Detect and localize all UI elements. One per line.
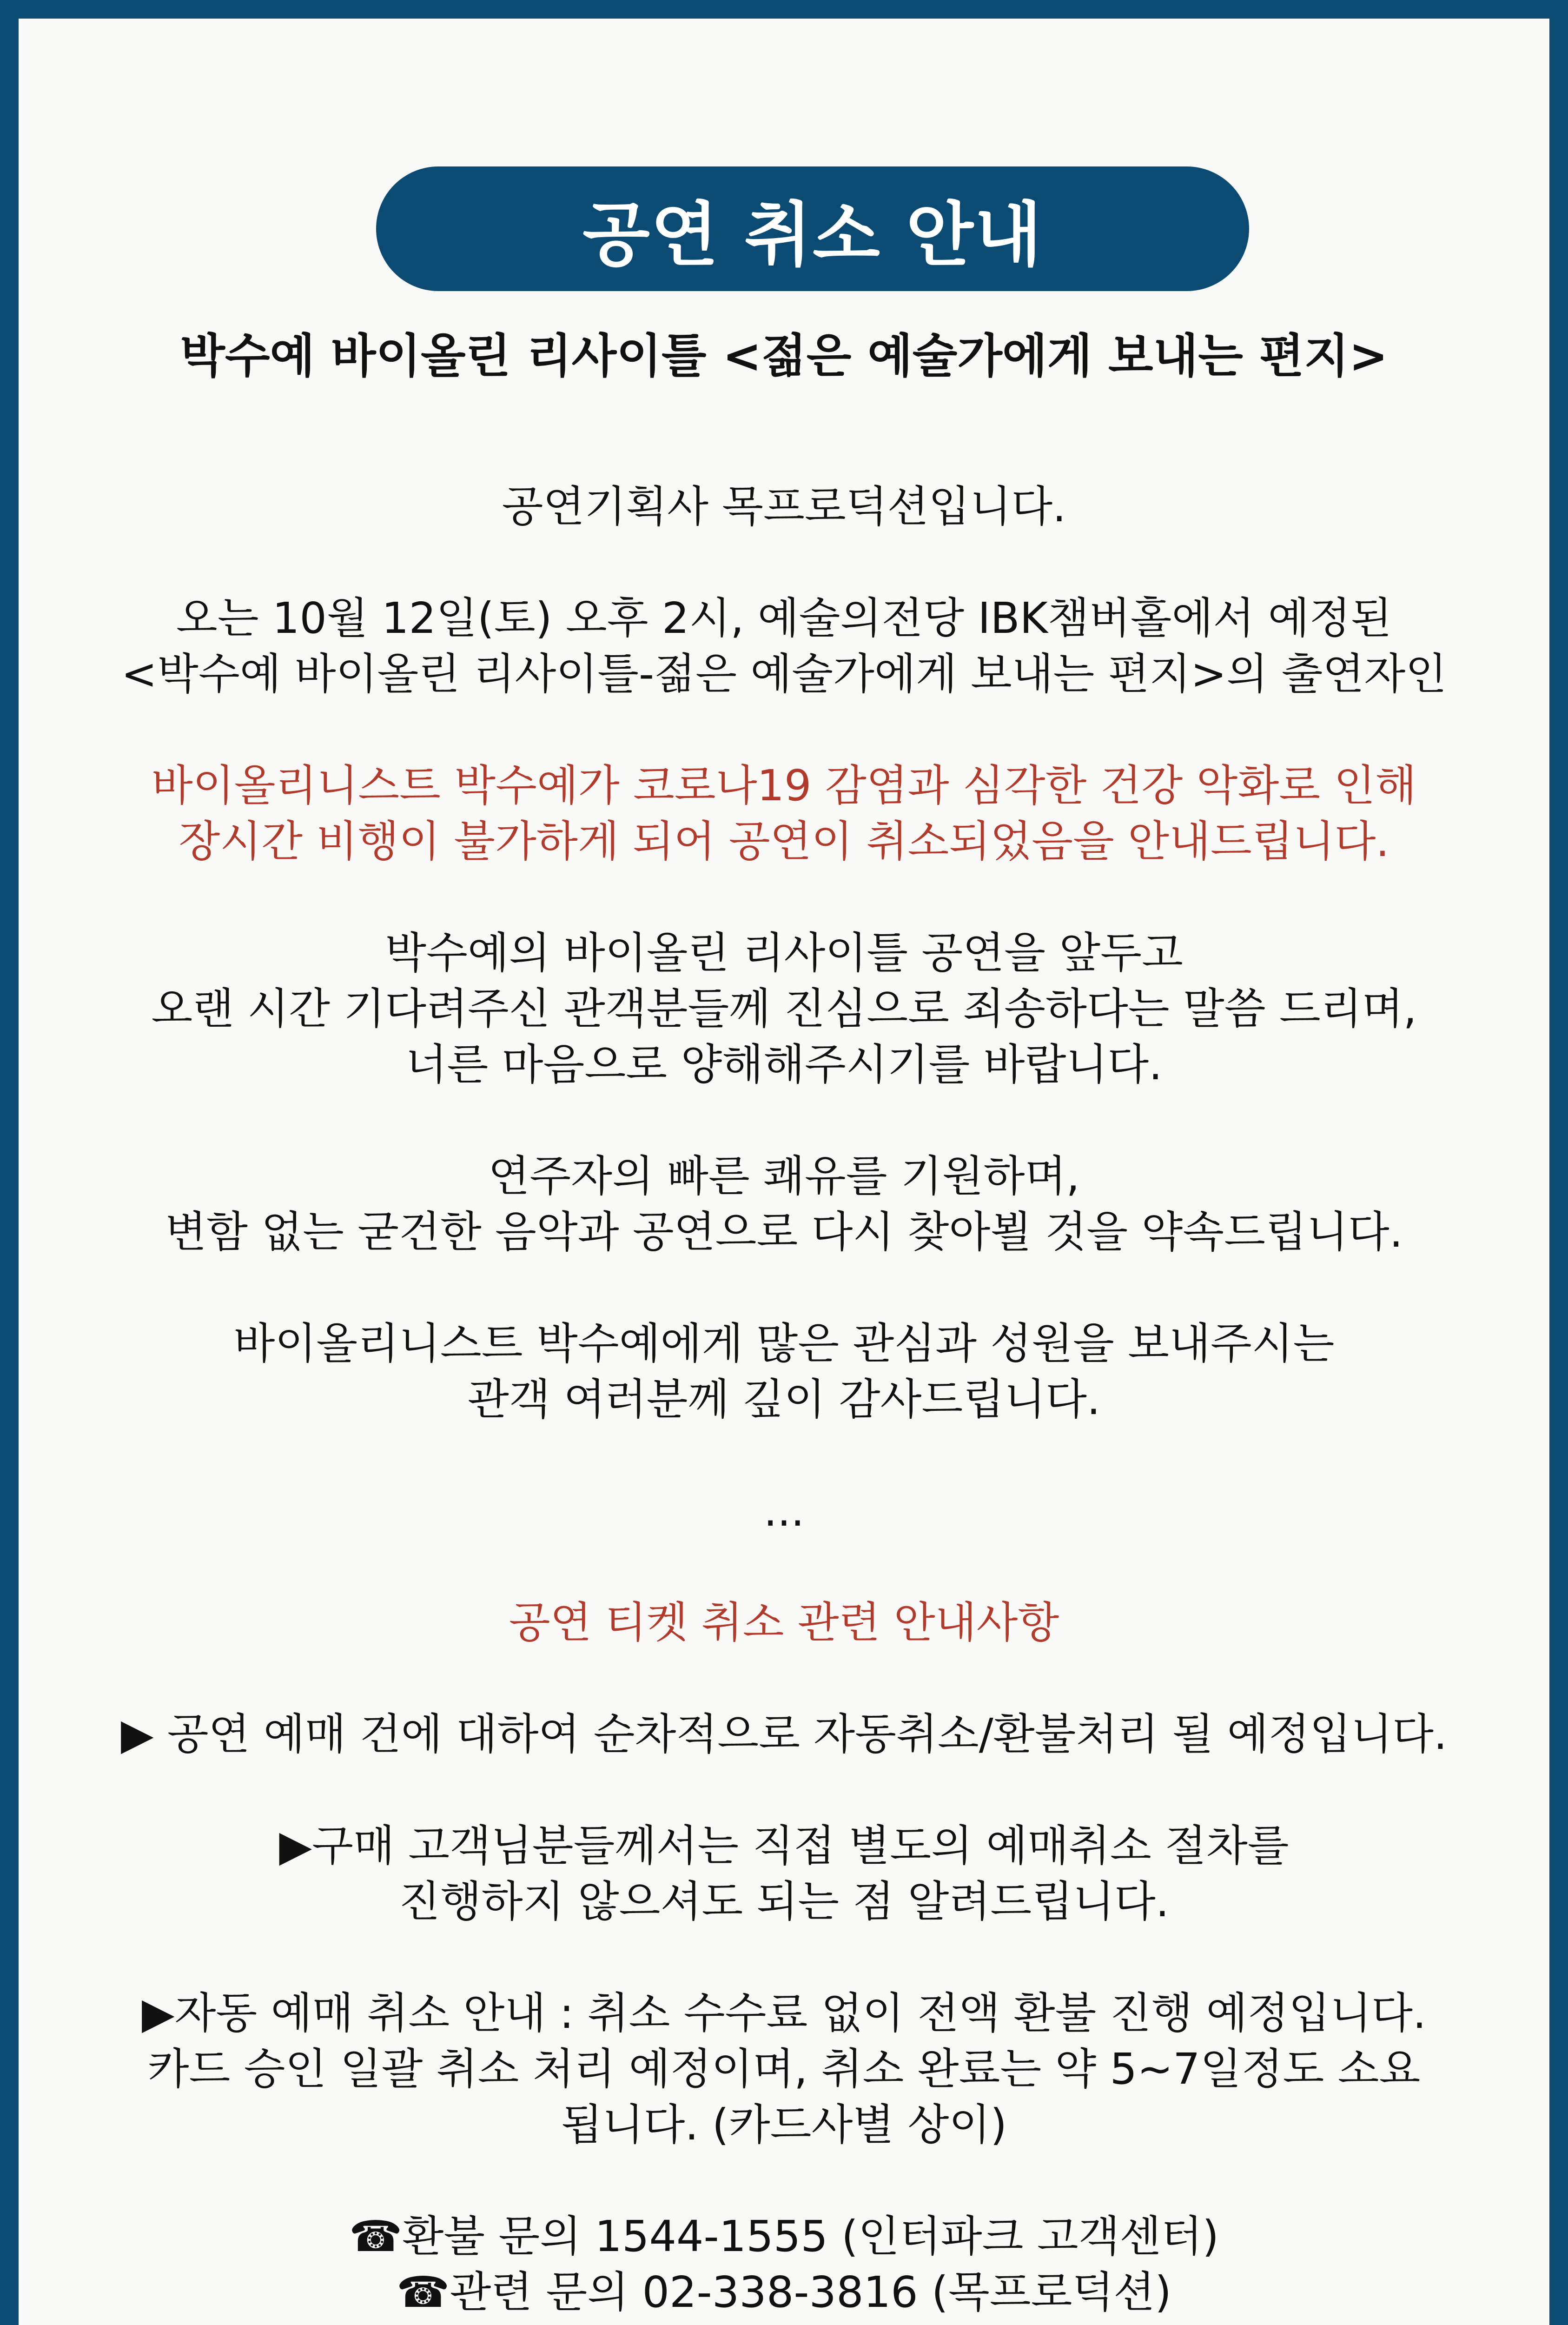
notice-customers-paragraph	[19, 1818, 1549, 1930]
refund-contact-line: ☎환불 문의 1544-1555 (인터파크 고객센터)	[349, 2212, 1219, 2261]
ellipsis-paragraph	[19, 1483, 1549, 1539]
ellipsis: ...	[763, 1486, 805, 1536]
contacts-paragraph	[19, 2209, 1549, 2320]
schedule-line: <박수예 바이올린 리사이틀-젊은 예술가에게 보내는 편지>의 출연자인	[121, 649, 1447, 699]
page-title: 공연 취소 안내	[582, 195, 1043, 276]
notice-customers-line: ▶구매 고객님분들께서는 직접 별도의 예매취소 절차를	[279, 1821, 1289, 1871]
notice-auto-line: ▶ 공연 예매 건에 대하여 순차적으로 자동취소/환불처리 될 예정입니다.	[120, 1709, 1448, 1759]
ticket-heading-paragraph	[19, 1595, 1549, 1651]
apology-line: 너른 마음으로 양해해주시기를 바랍니다.	[405, 1040, 1163, 1089]
thanks-line: 관객 여러분께 깊이 감사드립니다.	[467, 1375, 1101, 1424]
notice-sheet	[19, 19, 1549, 2325]
notice-auto-paragraph	[19, 1707, 1549, 1762]
notice-customers-line: 진행하지 않으셔도 되는 점 알려드립니다.	[398, 1877, 1170, 1926]
related-contact-line: ☎관련 문의 02-338-3816 (목프로덕션)	[396, 2267, 1172, 2317]
intro-line: 공연기획사 목프로덕션입니다.	[502, 482, 1066, 531]
notice-refund-paragraph	[19, 1986, 1549, 2153]
schedule-line: 오는 10월 12일(토) 오후 2시, 예술의전당 IBK챔버홀에서 예정된	[176, 593, 1392, 643]
cancel-reason-line: 장시간 비행이 불가하게 되어 공연이 취소되었음을 안내드립니다.	[179, 817, 1389, 866]
title-banner	[376, 166, 1249, 291]
wishes-line: 변함 없는 굳건한 음악과 공연으로 다시 찾아뵐 것을 약속드립니다.	[165, 1207, 1403, 1257]
notice-refund-line: 카드 승인 일괄 취소 처리 예정이며, 취소 완료는 약 5~7일정도 소요	[147, 2044, 1421, 2094]
notice-refund-line: ▶자동 예매 취소 안내 : 취소 수수료 없이 전액 환불 진행 예정입니다.	[141, 1988, 1427, 2038]
wishes-paragraph	[19, 1149, 1549, 1260]
wishes-line: 연주자의 빠른 쾌유를 기원하며,	[488, 1151, 1080, 1201]
thanks-paragraph	[19, 1316, 1549, 1428]
notice-refund-line: 됩니다. (카드사별 상이)	[561, 2100, 1007, 2150]
schedule-paragraph	[19, 591, 1549, 702]
concert-subtitle: 박수예 바이올린 리사이틀 <젊은 예술가에게 보내는 편지>	[180, 329, 1388, 383]
thanks-line: 바이올리니스트 박수예에게 많은 관심과 성원을 보내주시는	[233, 1319, 1335, 1368]
apology-paragraph	[19, 925, 1549, 1093]
ticket-heading: 공연 티켓 취소 관련 안내사항	[509, 1598, 1059, 1647]
apology-line: 박수예의 바이올린 리사이틀 공연을 앞두고	[385, 928, 1183, 978]
cancel-reason-paragraph	[19, 758, 1549, 870]
notice-body	[19, 479, 1549, 2325]
intro-paragraph	[19, 479, 1549, 535]
cancel-reason-line: 바이올리니스트 박수예가 코로나19 감염과 심각한 건강 악화로 인해	[151, 761, 1417, 810]
apology-line: 오랜 시간 기다려주신 관객분들께 진심으로 죄송하다는 말씀 드리며,	[151, 984, 1417, 1034]
